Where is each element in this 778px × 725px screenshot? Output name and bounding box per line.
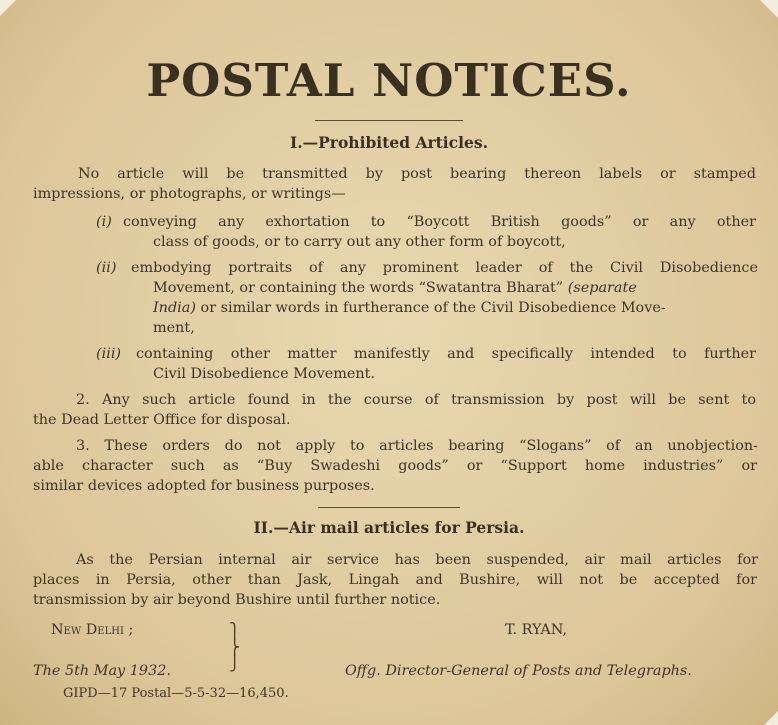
footer-signatory: T. RYAN, <box>505 622 568 638</box>
section2-heading: II.—Air mail articles for Persia. <box>253 518 525 537</box>
item-i-line-1: conveying any exhortation to “Boycott British goods” or any other <box>123 214 756 230</box>
section2-line-1: As the Persian internal air service has been suspended, air mail articles for <box>76 552 758 568</box>
paper-corner-top-left <box>0 0 16 16</box>
para3-line-1: 3. These orders do not apply to articles bearing “Slogans” of an unobjection- <box>76 438 758 454</box>
para3-line-2: able character such as “Buy Swadeshi goods” or “Support home industries” or <box>33 458 757 474</box>
page-title: POSTAL NOTICES. <box>146 54 632 107</box>
item-ii-separate: (separate <box>567 280 637 296</box>
item-ii-line-3-text: or similar words in furtherance of the Civil Disobedience Move- <box>200 300 666 316</box>
paper-corner-bottom-right <box>764 711 778 725</box>
item-ii-india: India) <box>153 300 196 316</box>
item-iii-marker: (iii) <box>96 346 122 362</box>
item-ii-line-3 <box>153 298 666 318</box>
intro-line-2: impressions, or photographs, or writings— <box>33 186 346 202</box>
section2-line-2: places in Persia, other than Jask, Lingah and Bushire, will not be accepted for <box>33 572 757 588</box>
section2-line-3: transmission by air beyond Bushire until further notice. <box>33 592 441 608</box>
section-divider-rule <box>318 507 460 508</box>
item-iii-line-2: Civil Disobedience Movement. <box>153 366 376 382</box>
item-i-marker: (i) <box>96 214 112 230</box>
title-rule <box>315 120 463 121</box>
section1-heading: I.—Prohibited Articles. <box>290 133 488 152</box>
footer-designation: Offg. Director-General of Posts and Telegraphs. <box>345 663 692 679</box>
footer-place: New Delhi ; <box>51 622 134 638</box>
para2-line-2: the Dead Letter Office for disposal. <box>33 412 291 428</box>
item-i-line-2: class of goods, or to carry out any other form of boycott, <box>153 234 566 250</box>
item-ii-line-1: embodying portraits of any prominent leader of the Civil Disobedience <box>131 260 758 276</box>
intro-line-1: No article will be transmitted by post bearing thereon labels or stamped <box>78 166 756 182</box>
para3-line-3: similar devices adopted for business purposes. <box>33 478 375 494</box>
item-ii-line-4: ment, <box>153 320 195 336</box>
item-ii-line-2 <box>153 278 637 298</box>
footer-date: The 5th May 1932. <box>33 663 171 679</box>
paper-corner-top-right <box>760 0 778 18</box>
para2-line-1: 2. Any such article found in the course of transmission by post will be sent to <box>76 392 756 408</box>
brace-mark: ⎫ ⎬ ⎭ <box>229 622 241 672</box>
item-ii-marker: (ii) <box>96 260 117 276</box>
item-iii-line-1: containing other matter manifestly and specifically intended to further <box>136 346 756 362</box>
item-ii-line-2-text: Movement, or containing the words “Swatantra Bharat” <box>153 280 564 296</box>
footer-print-code: GIPD—17 Postal—5-5-32—16,450. <box>63 686 289 701</box>
